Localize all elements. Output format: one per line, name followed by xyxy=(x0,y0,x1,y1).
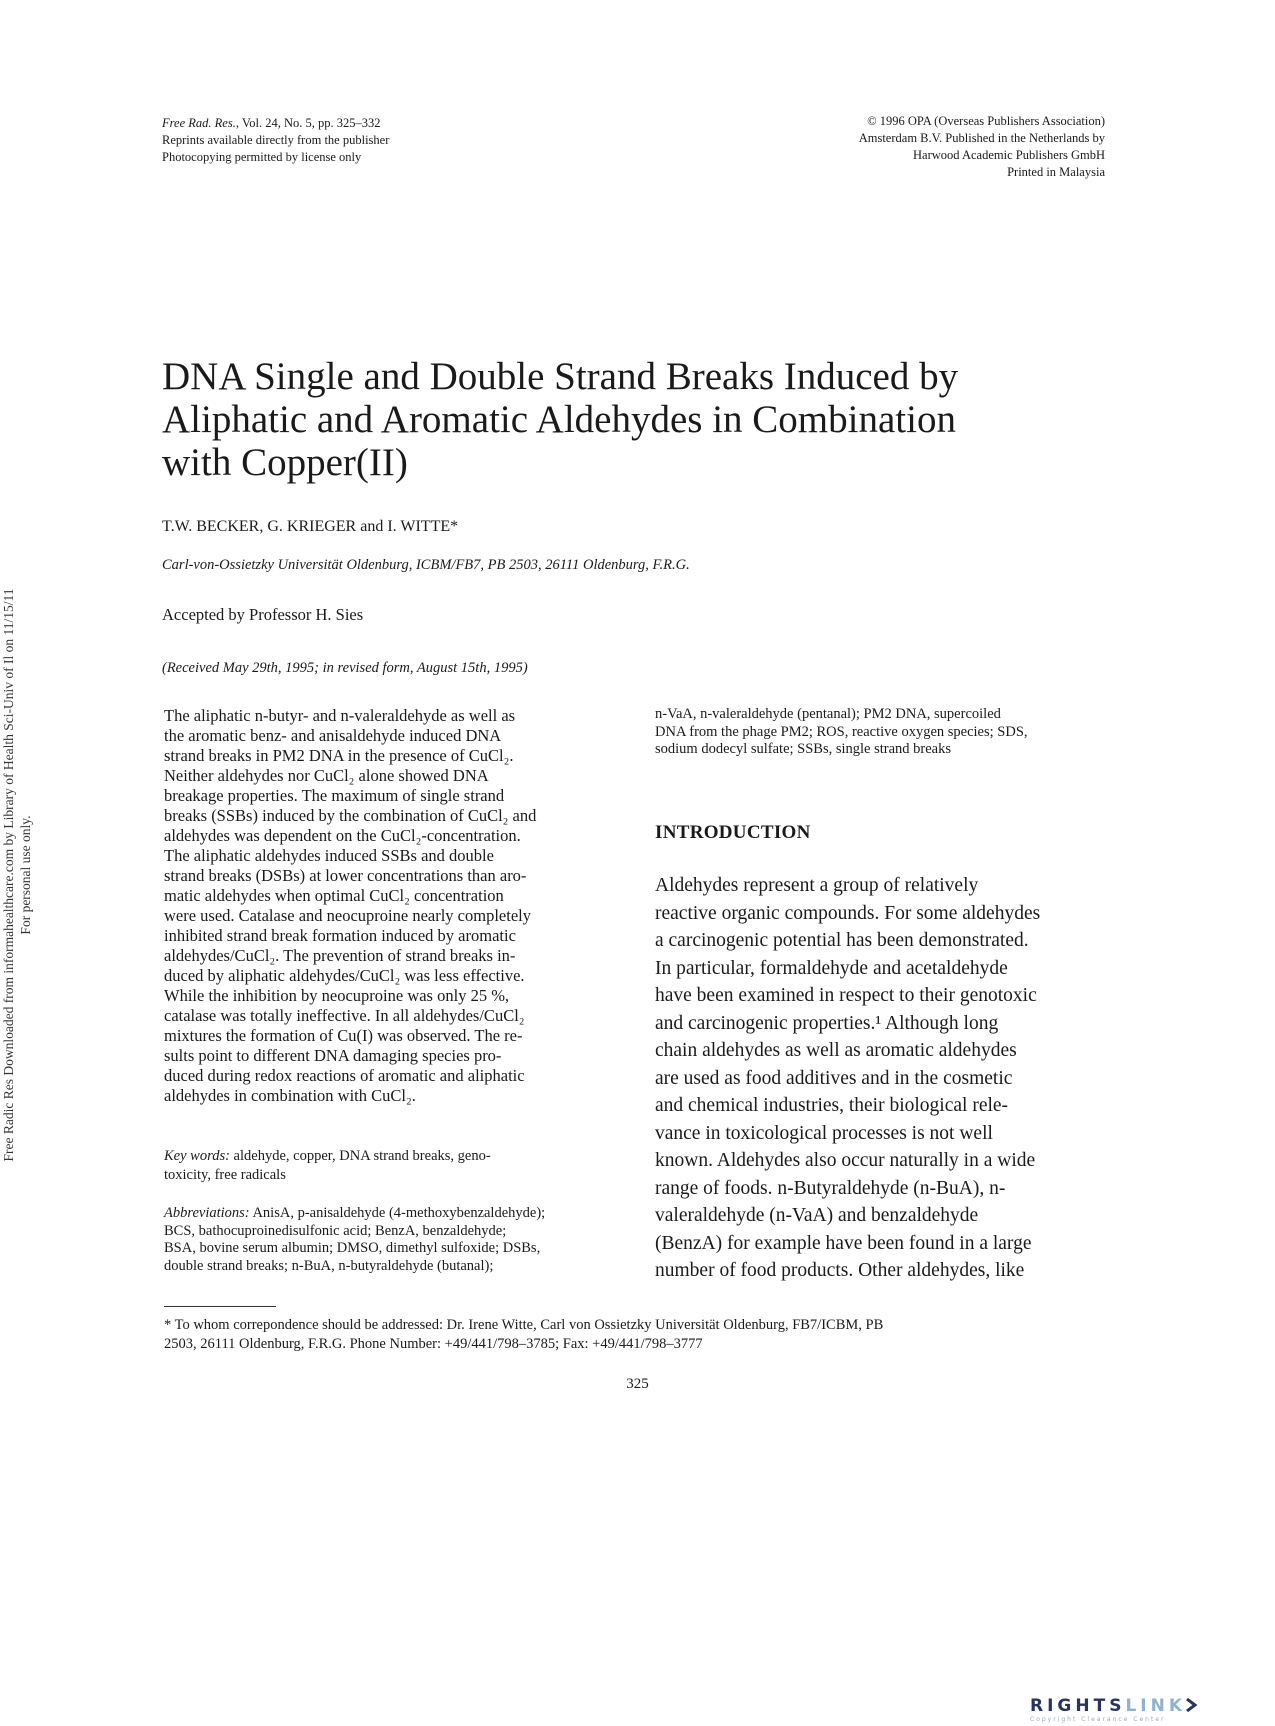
publisher-line-3: Harwood Academic Publishers GmbH xyxy=(913,148,1105,162)
abstract-line: strand breaks in PM2 DNA in the presence of CuCl₂. xyxy=(164,746,514,765)
page-number: 325 xyxy=(626,1376,649,1392)
logo-subtitle: Copyright Clearance Center xyxy=(1030,1716,1166,1723)
abbreviations xyxy=(164,1205,619,1275)
journal-citation xyxy=(162,115,582,132)
abstract-line: aldehydes/CuCl₂. The prevention of strand breaks in- xyxy=(164,946,516,965)
logo-rights: RIGHTS xyxy=(1030,1696,1126,1716)
intro-line: known. Aldehydes also occur naturally in a wide xyxy=(655,1150,1036,1171)
intro-line: range of foods. n-Butyraldehyde (n-BuA), n- xyxy=(655,1177,1006,1199)
abbreviations-line-1 xyxy=(164,1205,619,1223)
correspondence-footnote xyxy=(164,1316,1110,1354)
journal-citation-block xyxy=(162,115,582,166)
section-heading: INTRODUCTION xyxy=(655,822,811,843)
abbreviations-line: BCS, bathocuproinedisulfonic acid; BenzA, benzaldehyde; xyxy=(164,1222,507,1239)
abstract-line: While the inhibition by neocuproine was only 25 %, xyxy=(164,986,510,1005)
intro-line: a carcinogenic potential has been demonstrated. xyxy=(655,930,1029,951)
intro-line: (BenzA) for example have been found in a large xyxy=(655,1232,1032,1254)
abstract-line: breaks (SSBs) induced by the combination of CuCl₂ and xyxy=(164,806,537,825)
rightslink-arrow-icon xyxy=(1184,1698,1198,1712)
abbreviations-continued xyxy=(655,706,1110,759)
title-line-1: DNA Single and Double Strand Breaks Induced by xyxy=(162,355,959,398)
footnote-line-2: 2503, 26111 Oldenburg, F.R.G. Phone Number: +49/441/798–3785; Fax: +49/441/798–3777 xyxy=(164,1336,703,1352)
introduction-body xyxy=(655,872,1110,1285)
abbreviations-line: n-VaA, n-valeraldehyde (pentanal); PM2 DNA, supercoiled xyxy=(655,706,1001,722)
accepted-by: Accepted by Professor H. Sies xyxy=(162,605,364,624)
printed-in: Printed in Malaysia xyxy=(1007,165,1105,179)
affiliation: Carl-von-Ossietzky Universität Oldenburg, ICBM/FB7, PB 2503, 26111 Oldenburg, F.R.G. xyxy=(162,557,690,573)
intro-line: and carcinogenic properties.¹ Although long xyxy=(655,1012,999,1034)
abstract-line: were used. Catalase and neocuproine nearly completely xyxy=(164,906,531,925)
intro-line: are used as food additives and in the cosmetic xyxy=(655,1067,1013,1089)
abbreviations-line: BSA, bovine serum albumin; DMSO, dimethyl sulfoxide; DSBs, xyxy=(164,1240,541,1256)
watermark-line-2: For personal use only. xyxy=(18,815,33,935)
keywords-line-2: toxicity, free radicals xyxy=(164,1167,286,1183)
title-line-3: with Copper(II) xyxy=(162,441,408,484)
intro-line: number of food products. Other aldehydes, like xyxy=(655,1260,1025,1281)
footnote-rule xyxy=(164,1306,276,1307)
intro-line: chain aldehydes as well as aromatic aldehydes xyxy=(655,1040,1017,1061)
abstract-line: duced during redox reactions of aromatic and aliphatic xyxy=(164,1066,525,1085)
keywords-line-1 xyxy=(164,1147,619,1166)
abstract-line: The aliphatic aldehydes induced SSBs and double xyxy=(164,846,494,865)
volume-pages: , Vol. 24, No. 5, pp. 325–332 xyxy=(235,116,381,130)
publisher-block xyxy=(700,113,1105,181)
abstract-line: duced by aliphatic aldehydes/CuCl₂ was less effective. xyxy=(164,966,525,985)
rightslink-logo[interactable] xyxy=(1030,1696,1268,1726)
intro-line: valeraldehyde (n-VaA) and benzaldehyde xyxy=(655,1205,979,1226)
abstract-line: sults point to different DNA damaging species pro- xyxy=(164,1046,502,1065)
article-title xyxy=(162,355,1122,484)
abbreviations-text: AnisA, p-anisaldehyde (4-methoxybenzaldehyde); xyxy=(249,1205,546,1221)
keywords xyxy=(164,1147,619,1185)
abstract-line: catalase was totally ineffective. In all aldehydes/CuCl₂ xyxy=(164,1006,525,1025)
publisher-line-2: Amsterdam B.V. Published in the Netherlands by xyxy=(858,131,1105,145)
abbreviations-line: sodium dodecyl sulfate; SSBs, single strand breaks xyxy=(655,741,952,757)
title-line-2: Aliphatic and Aromatic Aldehydes in Combination xyxy=(162,398,956,441)
abbreviations-line: double strand breaks; n-BuA, n-butyraldehyde (butanal); xyxy=(164,1257,494,1274)
abstract-line: the aromatic benz- and anisaldehyde induced DNA xyxy=(164,726,502,745)
intro-line: have been examined in respect to their genotoxic xyxy=(655,985,1037,1006)
download-watermark xyxy=(0,515,40,1235)
abstract-line: inhibited strand break formation induced by aromatic xyxy=(164,926,516,945)
abstract-line: aldehydes in combination with CuCl₂. xyxy=(164,1086,416,1105)
abstract-line: matic aldehydes when optimal CuCl₂ concentration xyxy=(164,886,504,905)
abstract-line: strand breaks (DSBs) at lower concentrations than aro- xyxy=(164,866,527,885)
abstract-line: The aliphatic n-butyr- and n-valeraldehyde as well as xyxy=(164,706,516,725)
intro-line: Aldehydes represent a group of relatively xyxy=(655,875,979,896)
authors: T.W. BECKER, G. KRIEGER and I. WITTE* xyxy=(162,518,459,535)
intro-line: and chemical industries, their biological rele- xyxy=(655,1095,1009,1116)
intro-line: In particular, formaldehyde and acetaldehyde xyxy=(655,957,1008,979)
intro-line: reactive organic compounds. For some aldehydes xyxy=(655,902,1041,924)
photocopy-note: Photocopying permitted by license only xyxy=(162,150,362,164)
abstract xyxy=(164,706,619,1106)
keywords-label: Key words: xyxy=(164,1148,230,1164)
watermark-line-1: Free Radic Res Downloaded from informahealthcare.com by Library of Health Sci-Univ of Il on 11/15/11 xyxy=(1,588,16,1162)
abstract-line: Neither aldehydes nor CuCl₂ alone showed DNA xyxy=(164,766,489,785)
abstract-line: aldehydes was dependent on the CuCl₂-concentration. xyxy=(164,826,521,845)
journal-name: Free Rad. Res. xyxy=(162,116,236,130)
rightslink-wordmark xyxy=(1030,1696,1268,1716)
footnote-line-1: * To whom correpondence should be addressed: Dr. Irene Witte, Carl von Ossietzky Universität Oldenburg, FB7/ICBM, PB xyxy=(164,1317,884,1333)
received-dates: (Received May 29th, 1995; in revised form, August 15th, 1995) xyxy=(162,660,528,676)
abstract-line: mixtures the formation of Cu(I) was observed. The re- xyxy=(164,1026,523,1045)
abstract-line: breakage properties. The maximum of single strand xyxy=(164,786,505,805)
intro-line: vance in toxicological processes is not well xyxy=(655,1122,993,1144)
keywords-text: aldehyde, copper, DNA strand breaks, geno- xyxy=(229,1148,491,1164)
logo-link: LINK xyxy=(1125,1696,1186,1716)
copyright-line: © 1996 OPA (Overseas Publishers Association) xyxy=(867,114,1105,128)
reprints-note: Reprints available directly from the publisher xyxy=(162,133,390,147)
abbreviations-label: Abbreviations: xyxy=(164,1205,250,1221)
abbreviations-line: DNA from the phage PM2; ROS, reactive oxygen species; SDS, xyxy=(655,723,1028,740)
